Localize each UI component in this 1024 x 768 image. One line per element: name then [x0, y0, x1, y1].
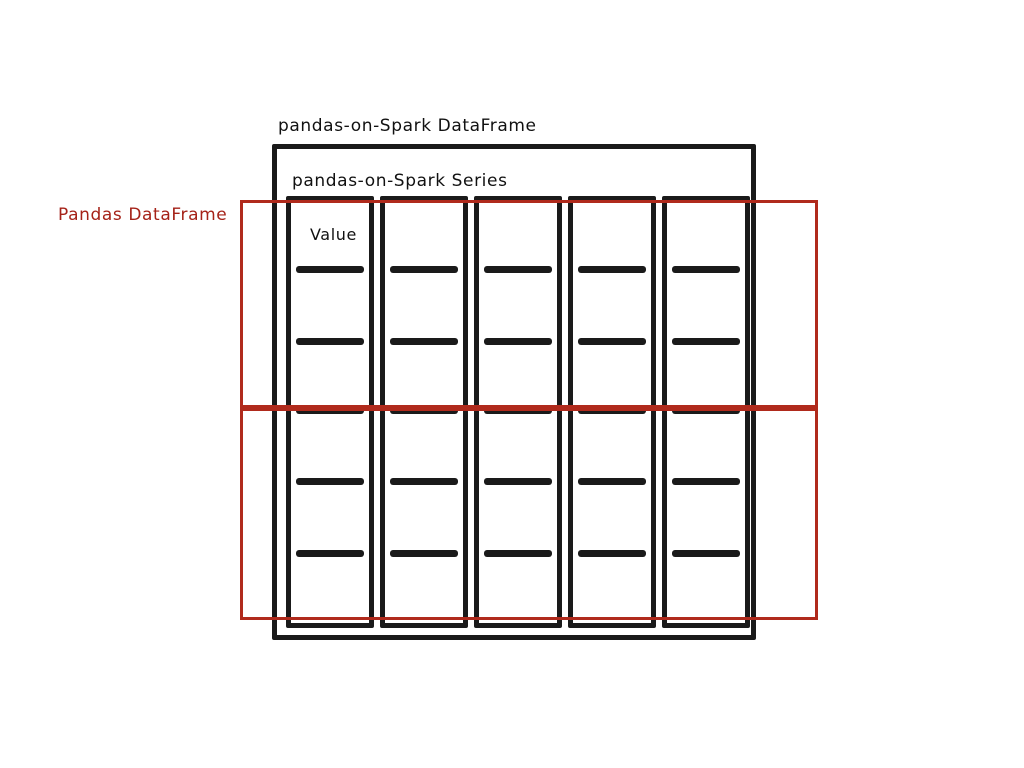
value-cell-label: Value [310, 225, 357, 244]
pandas-on-spark-series-label: pandas-on-Spark Series [292, 171, 508, 191]
pandas-on-spark-dataframe-label: pandas-on-Spark DataFrame [278, 116, 537, 136]
pandas-dataframe-box-bottom [240, 408, 818, 620]
pandas-dataframe-label: Pandas DataFrame [58, 205, 228, 225]
pandas-dataframe-box-top [240, 200, 818, 408]
